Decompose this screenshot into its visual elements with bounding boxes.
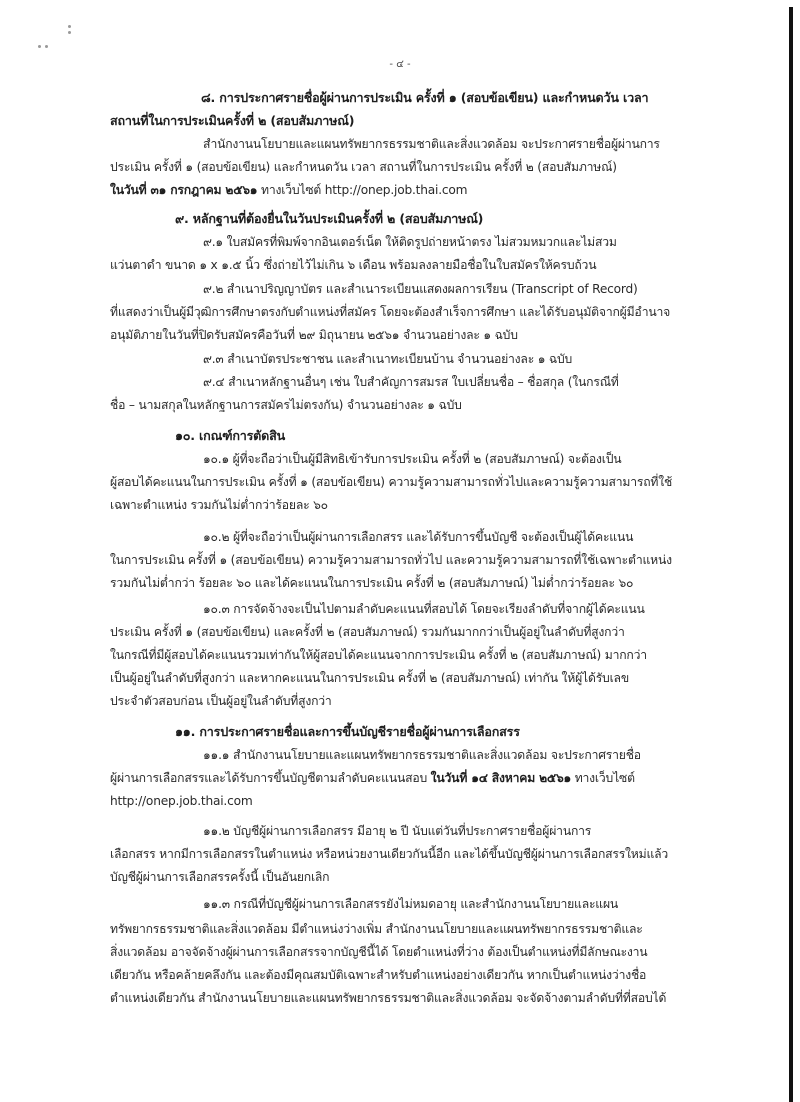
item-9-4: ชื่อ – นามสกุลในหลักฐานการสมัครไม่ตรงกัน) จำนวนอย่างละ ๑ ฉบับ [110,398,462,412]
item-11-1-text: ผู้ผ่านการเลือกสรรและได้รับการขึ้นบัญชีตามลำดับคะแนนสอบ [110,771,431,785]
scan-speck [68,31,71,34]
item-10-1: ๑๐.๑ ผู้ที่จะถือว่าเป็นผู้มีสิทธิเข้ารับการประเมิน ครั้งที่ ๒ (สอบสัมภาษณ์) จะต้องเป็น [203,452,622,466]
item-10-2: ๑๐.๒ ผู้ที่จะถือว่าเป็นผู้ผ่านการเลือกสรร และได้รับการขึ้นบัญชี จะต้องเป็นผู้ได้คะแนน [203,530,634,544]
item-11-3: ทรัพยากรธรรมชาติและสิ่งแวดล้อม มีตำแหน่งว่างเพิ่ม สำนักงานนโยบายและแผนทรัพยากรธรรมชาติและ [110,922,643,936]
section-8-text: สำนักงานนโยบายและแผนทรัพยากรธรรมชาติและสิ่งแวดล้อม จะประกาศรายชื่อผู้ผ่านการ [203,137,660,151]
item-11-2: เลือกสรร หากมีการเลือกสรรในตำแหน่ง หรือหน่วยงานเดียวกันนี้อีก และได้ขึ้นบัญชีผู้ผ่านการเลือกสรรใหม่แล้ว [110,847,669,861]
section-8-heading-line2: สถานที่ในการประเมินครั้งที่ ๒ (สอบสัมภาษณ์) [110,113,355,128]
item-9-4: ๙.๔ สำเนาหลักฐานอื่นๆ เช่น ใบสำคัญการสมรส ใบเปลี่ยนชื่อ – ชื่อสกุล (ในกรณีที่ [203,375,619,389]
page-number: - ๔ - [389,59,411,70]
list-date: ในวันที่ ๑๔ สิงหาคม ๒๕๖๑ [430,771,572,785]
item-9-2: อนุมัติภายในวันที่ปิดรับสมัครคือวันที่ ๒๙ มิถุนายน ๒๕๖๑ จำนวนอย่างละ ๑ ฉบับ [110,328,518,342]
scan-edge-line [789,7,793,1102]
announce-date: ในวันที่ ๓๑ กรกฎาคม ๒๕๖๑ [110,183,258,197]
section-9-heading: ๙. หลักฐานที่ต้องยื่นในวันประเมินครั้งที่ ๒ (สอบสัมภาษณ์) [175,211,484,226]
section-8-heading-line1: ๘. การประกาศรายชื่อผู้ผ่านการประเมิน ครั้งที่ ๑ (สอบข้อเขียน) และกำหนดวัน เวลา [201,90,649,105]
section-10-heading: ๑๐. เกณฑ์การตัดสิน [175,428,286,443]
item-10-3: ประเมิน ครั้งที่ ๑ (สอบข้อเขียน) และครั้งที่ ๒ (สอบสัมภาษณ์) รวมกันมากกว่าเป็นผู้อยู่ในลำดับที่สูงกว่า [110,625,625,639]
scan-speck [45,45,48,48]
item-11-3: เดียวกัน หรือคล้ายคลึงกัน และต้องมีคุณสมบัติเฉพาะสำหรับตำแหน่งอย่างเดียวกัน หากเป็นตำแหน่งว่างชื่อ [110,968,647,982]
item-10-2: รวมกันไม่ต่ำกว่า ร้อยละ ๖๐ และได้คะแนนในการประเมิน ครั้งที่ ๒ (สอบสัมภาษณ์) ไม่ต่ำกว่าร้อยละ ๖๐ [110,576,634,590]
item-11-1: ๑๑.๑ สำนักงานนโยบายและแผนทรัพยากรธรรมชาติและสิ่งแวดล้อม จะประกาศรายชื่อ [203,748,641,762]
item-11-2: ๑๑.๒ บัญชีผู้ผ่านการเลือกสรร มีอายุ ๒ ปี นับแต่วันที่ประกาศรายชื่อผู้ผ่านการ [203,824,592,838]
item-11-2: บัญชีผู้ผ่านการเลือกสรรครั้งนี้ เป็นอันยกเลิก [110,870,330,884]
section-8-date-line [110,181,467,199]
website-link[interactable]: ทางเว็บไซต์ http://onep.job.thai.com [257,183,468,197]
item-9-1: แว่นตาดำ ขนาด ๑ x ๑.๕ นิ้ว ซึ่งถ่ายไว้ไม่เกิน ๖ เดือน พร้อมลงลายมือชื่อในใบสมัครให้ครบถ้วน [110,258,597,272]
section-11-heading: ๑๑. การประกาศรายชื่อและการขึ้นบัญชีรายชื่อผู้ผ่านการเลือกสรร [175,724,520,739]
scan-speck [68,25,71,28]
item-9-2: ๙.๒ สำเนาปริญญาบัตร และสำเนาระเบียนแสดงผลการเรียน (Transcript of Record) [203,282,638,296]
item-9-1: ๙.๑ ใบสมัครที่พิมพ์จากอินเตอร์เน็ต ให้ติดรูปถ่ายหน้าตรง ไม่สวมหมวกและไม่สวม [203,235,617,249]
item-10-2: ในการประเมิน ครั้งที่ ๑ (สอบข้อเขียน) ความรู้ความสามารถทั่วไป และความรู้ความสามารถที่ใช้เฉพาะตำแหน่ง [110,553,672,567]
item-9-3: ๙.๓ สำเนาบัตรประชาชน และสำเนาทะเบียนบ้าน จำนวนอย่างละ ๑ ฉบับ [203,352,573,366]
item-9-2: ที่แสดงว่าเป็นผู้มีวุฒิการศึกษาตรงกับตำแหน่งที่สมัคร โดยจะต้องสำเร็จการศึกษา และได้รับอนุมัติจากผู้มีอำนาจ [110,305,671,319]
item-10-1: ผู้สอบได้คะแนนในการประเมิน ครั้งที่ ๑ (สอบข้อเขียน) ความรู้ความสามารถทั่วไปและความรู้ความสามารถที่ใช้ [110,475,673,489]
website-link[interactable]: http://onep.job.thai.com [110,794,253,808]
item-10-3: ประจำตัวสอบก่อน เป็นผู้อยู่ในลำดับที่สูงกว่า [110,694,332,708]
item-10-3: ในกรณีที่มีผู้สอบได้คะแนนรวมเท่ากันให้ผู้สอบได้คะแนนจากการประเมิน ครั้งที่ ๒ (สอบสัมภาษณ์) มากกว่า [110,648,647,662]
item-11-1 [110,769,635,787]
item-10-1: เฉพาะตำแหน่ง รวมกันไม่ต่ำกว่าร้อยละ ๖๐ [110,498,328,512]
item-11-3: ๑๑.๓ กรณีที่บัญชีผู้ผ่านการเลือกสรรยังไม่หมดอายุ และสำนักงานนโยบายและแผน [203,897,619,911]
item-11-3: ตำแหน่งเดียวกัน สำนักงานนโยบายและแผนทรัพยากรธรรมชาติและสิ่งแวดล้อม จะจัดจ้างตามลำดับที่ที่สอบได้ [110,991,667,1005]
item-10-3: เป็นผู้อยู่ในลำดับที่สูงกว่า และหากคะแนนในการประเมิน ครั้งที่ ๒ (สอบสัมภาษณ์) เท่ากัน ให้ผู้ได้รับเลข [110,671,629,685]
section-8-text: ประเมิน ครั้งที่ ๑ (สอบข้อเขียน) และกำหนดวัน เวลา สถานที่ในการประเมิน ครั้งที่ ๒ (สอบสัมภาษณ์) [110,160,617,174]
item-10-3: ๑๐.๓ การจัดจ้างจะเป็นไปตามลำดับคะแนนที่สอบได้ โดยจะเรียงลำดับที่จากผู้ได้คะแนน [203,602,645,616]
scan-speck [38,45,41,48]
item-11-1-text: ทางเว็บไซต์ [571,771,635,785]
item-11-3: สิ่งแวดล้อม อาจจัดจ้างผู้ผ่านการเลือกสรรจากบัญชีนี้ได้ โดยตำแหน่งที่ว่าง ต้องเป็นตำแหน่งที่มีลักษณะงาน [110,945,648,959]
